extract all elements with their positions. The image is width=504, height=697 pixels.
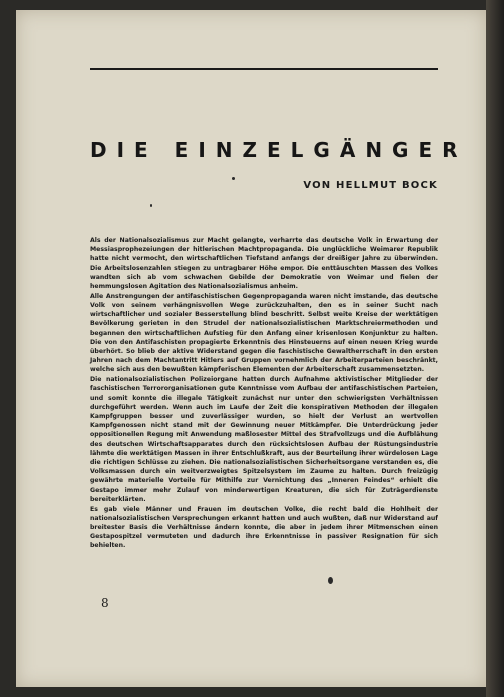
article-byline: VON HELLMUT BOCK [303, 180, 438, 191]
paragraph: Als der Nationalsozialismus zur Macht gelangte, verharrte das deutsche Volk in Erwartung der Messiasprophezeiungen der hitlerischen Machtpropaganda. Die unglückliche Weimarer Republik hatte nicht vermocht, den wirtschaftlichen Tiefstand anfangs der dreißiger Jahre zu überwinden. Die Arbeitslosenzahlen stiegen zu untragbarer Höhe empor. Die enttäuschten Massen des Volkes wandten sich ab vom schwachen Gebilde der Demokratie von Weimar und fielen der hemmungslosen Agitation des Nationalsozialismus anheim. [90, 237, 438, 291]
header-rule [90, 68, 438, 70]
page-number: 8 [101, 596, 109, 610]
paragraph: Alle Anstrengungen der antifaschistischen Gegenpropaganda waren nicht imstande, das deutsche Volk von seinem verhängnisvollen Wege zurückzuhalten, den es in seiner Sucht nach wirtschaftlicher und sozialer Besserstellung blind beschritt. Selbst weite Kreise der werktätigen Bevölkerung gerieten in den Strudel der nationalsozialistischen Marktschreiermethoden und begannen den wirtschaftlichen Aufstieg für den Anfang einer krisenlosen Konjunktur zu halten. Die von den Antifaschisten propagierte Erkenntnis des Hinsteuerns auf einen neuen Krieg wurde überhört. So blieb der aktive Widerstand gegen die faschistische Gewaltherrschaft in den ersten Jahren nach dem Machtantritt Hitlers auf Gruppen vornehmlich der Arbeiterparteien beschränkt, welche sich aus den bewußten kämpferischen Elementen der Arbeiterschaft zusammensetzten. [90, 292, 438, 374]
ink-speck [328, 577, 333, 584]
article-body [90, 236, 438, 551]
paragraph: Es gab viele Männer und Frauen im deutschen Volke, die recht bald die Hohlheit der nationalsozialistischen Versprechungen erkannt hatten und auch wußten, daß nur Widerstand auf breitester Basis die Verhältnisse ändern konnte, die aber in jedem ihrer Mitmenschen einen Gestapospitzel vermuteten und dadurch ihre Erkenntnisse in passiver Resignation für sich behielten. [90, 505, 438, 550]
article-title: DIE EINZELGÄNGER [90, 138, 468, 162]
ink-speck [150, 204, 152, 207]
paragraph: Die nationalsozialistischen Polizeiorgane hatten durch Aufnahme aktivistischer Mitglieder der faschistischen Terrororganisationen gute Kenntnisse vom Aufbau der antifaschistischen Parteien, und somit konnte die illegale Tätigkeit zunächst nur unter den schwierigsten Verhältnissen durchgeführt werden. Wenn auch im Laufe der Zeit die konspirativen Methoden der illegalen Kampfgruppen besser und zuverlässiger wurden, so hielt der Verlust an wertvollen Kampfgenossen nicht stand mit der Gewinnung neuer Mitkämpfer. Die Unterdrückung jeder oppositionellen Regung mit Anwendung maßlosester Mittel des Strafvollzugs und die Aufblähung des deutschen Wirtschaftsapparates durch den rücksichtslosen Aufbau der Rüstungsindustrie lähmte die werktätigen Massen in ihrer Entschlußkraft, aus der Beurteilung ihrer würdelosen Lage die richtigen Schlüsse zu ziehen. Die nationalsozialistischen Sicherheitsorgane verstanden es, die Volksmassen durch ein weitverzweigtes Spitzelsystem im Zaume zu halten. Durch freizügig gewährte materielle Vorteile für Mithilfe zur Vernichtung des „Inneren Feindes“ erhielt die Gestapo immer mehr Zulauf von minderwertigen Kreaturen, die sich für Zuträgerdienste bereiterklärten. [90, 376, 438, 503]
book-binding-edge [486, 0, 504, 697]
